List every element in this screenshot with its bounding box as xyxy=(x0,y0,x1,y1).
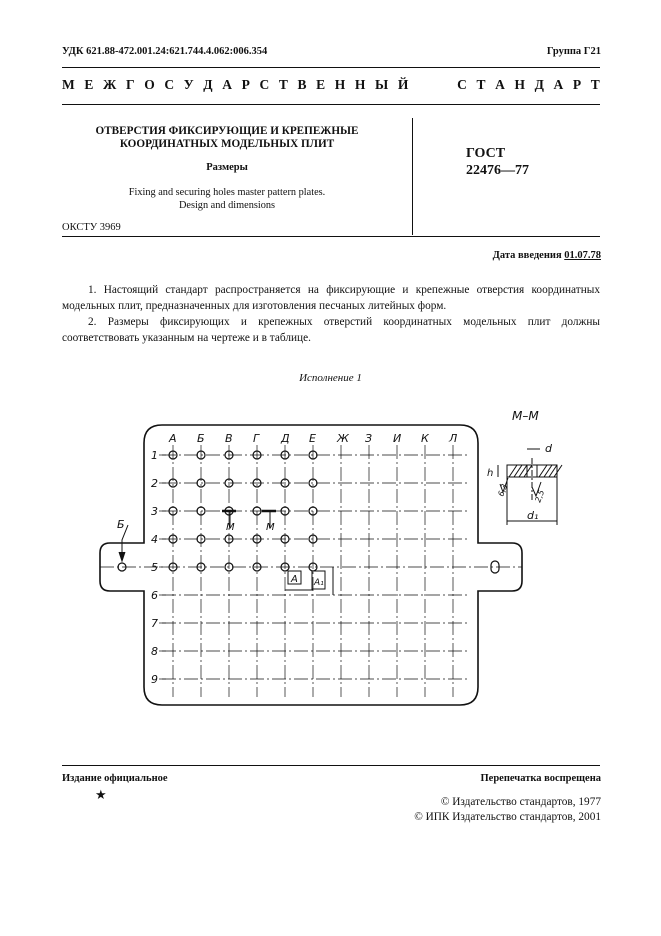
heading-letter: А xyxy=(222,77,232,92)
column-label: И xyxy=(393,432,402,445)
footer-rule xyxy=(62,765,600,766)
heading-letter: С xyxy=(457,77,467,92)
row-label: 5 xyxy=(151,561,158,574)
heading-letter: Й xyxy=(397,77,409,92)
roughness-63-label: 6,3 xyxy=(496,482,510,498)
column-label: Ж xyxy=(337,432,349,445)
section-mark-label: М xyxy=(226,522,235,533)
heading-letter: О xyxy=(144,77,155,92)
row-label: 8 xyxy=(151,645,158,658)
row-label: 9 xyxy=(151,673,158,686)
copyright-1977: © Издательство стандартов, 1977 xyxy=(440,796,601,808)
row-label: 1 xyxy=(151,449,158,462)
intro-date-label: Дата введения xyxy=(492,250,562,261)
heading-letter: Ы xyxy=(375,77,389,92)
heading-letter: Н xyxy=(354,77,366,92)
view-arrow-head xyxy=(119,552,125,561)
heading-letter: Т xyxy=(278,77,288,92)
row-label: 7 xyxy=(151,617,158,630)
heading-letter: Е xyxy=(316,77,326,92)
reprint-forbidden: Перепечатка воспрещена xyxy=(480,773,601,784)
title-line-1: ОТВЕРСТИЯ ФИКСИРУЮЩИЕ И КРЕПЕЖНЫЕ xyxy=(95,125,359,137)
copyright-2001: © ИПК Издательство стандартов, 2001 xyxy=(414,811,601,823)
english-title-line-1: Fixing and securing holes master pattern plates. xyxy=(128,187,326,198)
heading-letter: Е xyxy=(84,77,94,92)
paragraph-1: 1. Настоящий стандарт распространяется на фиксирующие и крепежные отверстия координатных модельных плит, предназначенных для изготовления песчаных литейных форм. xyxy=(62,284,600,312)
edition-official: Издание официальное xyxy=(62,773,168,784)
column-label: Г xyxy=(253,432,260,445)
row-label: 2 xyxy=(151,477,158,490)
dim-d1-label: d₁ xyxy=(527,509,539,522)
heading-letter: С xyxy=(259,77,270,92)
document-subtitle: Размеры xyxy=(206,162,248,173)
heading-letter: Т xyxy=(590,77,600,92)
column-label: К xyxy=(421,432,429,445)
intro-date-value: 01.07.78 xyxy=(564,250,601,261)
okstu-code: ОКСТУ 3969 xyxy=(62,222,121,233)
heading-letter: У xyxy=(183,77,194,92)
view-label: Б xyxy=(117,518,125,531)
row-label: 6 xyxy=(151,589,158,602)
heading-letter: С xyxy=(164,77,175,92)
heading-letter: Д xyxy=(203,77,213,92)
heading-letter: М xyxy=(62,77,75,92)
row-label: 4 xyxy=(151,533,158,546)
column-label: В xyxy=(225,432,233,445)
drawing-caption: Исполнение 1 xyxy=(299,372,362,384)
heading-letter: Н xyxy=(334,77,346,92)
dimension-a1-label: А₁ xyxy=(314,578,324,588)
star-icon: ★ xyxy=(95,787,107,802)
dim-h-label: h xyxy=(487,468,494,479)
heading-letter: А xyxy=(495,77,505,92)
title-line-2: КООРДИНАТНЫХ МОДЕЛЬНЫХ ПЛИТ xyxy=(119,138,335,150)
row-label: 3 xyxy=(151,505,158,518)
plate-outline xyxy=(100,425,522,705)
gost-label: ГОСТ xyxy=(466,146,506,161)
udk-code: УДК 621.88-472.001.24:621.744.4.062:006.354 xyxy=(62,46,268,57)
section-mark-label: М xyxy=(266,522,275,533)
heading-letter: Р xyxy=(572,77,582,92)
group-code: Группа Г21 xyxy=(546,46,601,57)
heading-letter: Г xyxy=(126,77,135,92)
heading-letter: В xyxy=(297,77,307,92)
paragraph-2: 2. Размеры фиксирующих и крепежных отверстий координатных модельных плит должны соответствовать указанным на чертеже и в таблице. xyxy=(62,316,600,344)
column-label: А xyxy=(169,432,177,445)
gost-number: 22476—77 xyxy=(466,163,529,178)
dimension-a-label: А xyxy=(291,574,298,585)
column-label: Е xyxy=(309,432,316,445)
heading-letter: Т xyxy=(476,77,486,92)
roughness-25-label: 2,5 xyxy=(533,488,547,504)
column-label: Д xyxy=(281,432,290,445)
column-label: З xyxy=(365,432,373,445)
column-label: Б xyxy=(197,432,205,445)
heading-letter: Д xyxy=(534,77,544,92)
column-label: Л xyxy=(449,432,458,445)
heading-letter: Н xyxy=(514,77,525,92)
english-title-line-2: Design and dimensions xyxy=(178,200,276,211)
heading-letter: А xyxy=(553,77,564,92)
section-title: М–М xyxy=(512,409,539,423)
heading-letter: Ж xyxy=(103,77,117,92)
dim-d-label: d xyxy=(545,442,552,455)
heading-letter: Р xyxy=(241,77,250,92)
